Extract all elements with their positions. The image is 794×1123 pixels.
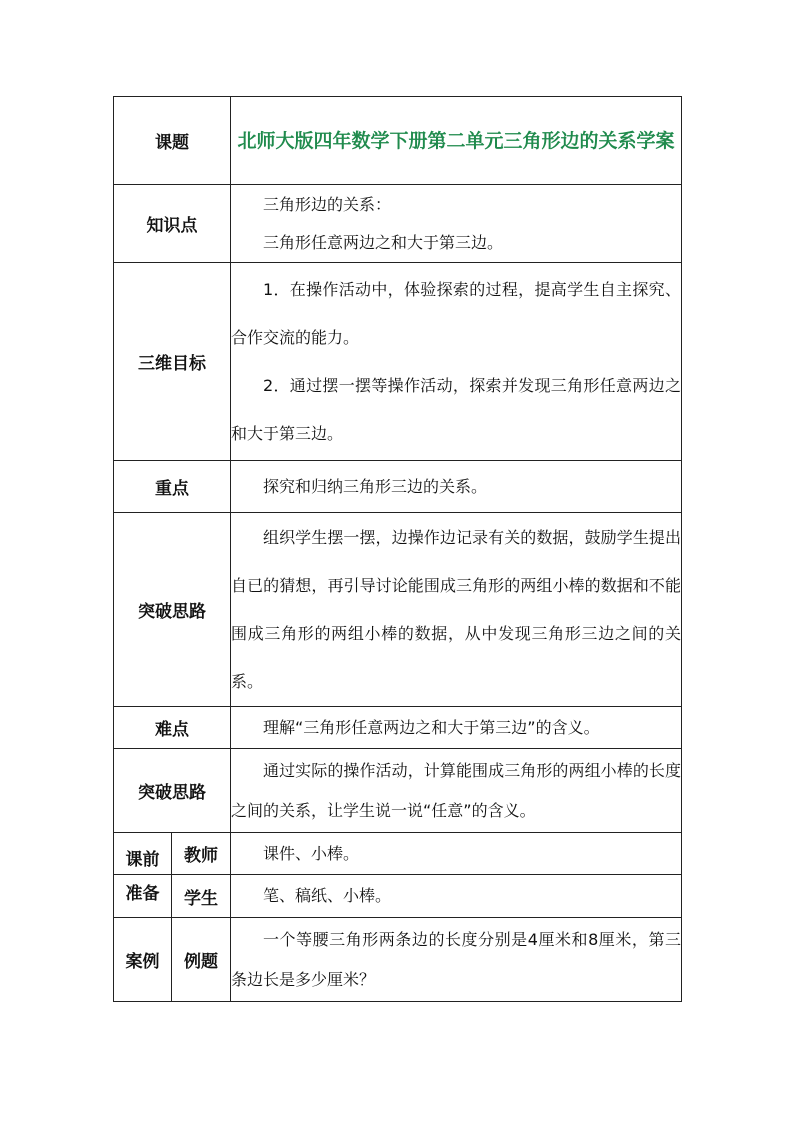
goal-item-2: 2．通过摆一摆等操作活动，探索并发现三角形任意两边之和大于第三边。	[231, 375, 681, 443]
difficulty-text: 理解“三角形任意两边之和大于第三边”的含义。	[263, 717, 600, 737]
row-approach-2	[114, 749, 682, 833]
prep-label-line-2: 准备	[114, 875, 172, 918]
row-prep-teacher	[114, 833, 682, 875]
row-difficulty	[114, 707, 682, 749]
prep-teacher-label: 教师	[172, 833, 231, 875]
topic-title: 北师大版四年数学下册第二单元三角形边的关系学案	[231, 97, 682, 185]
key-point-content	[231, 461, 682, 513]
key-point-text: 探究和归纳三角形三边的关系。	[263, 476, 488, 496]
knowledge-line-2: 三角形任意两边之和大于第三边。	[263, 232, 504, 252]
key-point-label: 重点	[114, 461, 231, 513]
goals-content	[231, 263, 682, 461]
row-goals	[114, 263, 682, 461]
prep-teacher-content	[231, 833, 682, 875]
prep-student-text: 笔、稿纸、小棒。	[263, 886, 392, 905]
difficulty-label: 难点	[114, 707, 231, 749]
difficulty-content	[231, 707, 682, 749]
approach-2-label: 突破思路	[114, 749, 231, 833]
case-example-content	[231, 918, 682, 1002]
knowledge-line-1: 三角形边的关系：	[263, 194, 392, 214]
row-knowledge	[114, 185, 682, 263]
approach-1-content	[231, 513, 682, 707]
prep-label-line-1: 课前	[114, 833, 172, 875]
knowledge-content	[231, 185, 682, 263]
case-example-text: 一个等腰三角形两条边的长度分别是4厘米和8厘米，第三条边长是多少厘米？	[231, 929, 681, 989]
row-topic	[114, 97, 682, 185]
approach-1-text: 组织学生摆一摆，边操作边记录有关的数据，鼓励学生提出自已的猜想，再引导讨论能围成三角形的两组小棒的数据和不能围成三角形的两组小棒的数据，从中发现三角形三边之间的关系。	[231, 527, 681, 691]
row-prep-student	[114, 875, 682, 918]
lesson-plan-table	[113, 96, 682, 1002]
case-example-label: 例题	[172, 918, 231, 1002]
case-label: 案例	[114, 918, 172, 1002]
goal-item-1: 1．在操作活动中，体验探索的过程，提高学生自主探究、合作交流的能力。	[231, 279, 681, 347]
prep-teacher-text: 课件、小棒。	[263, 843, 360, 863]
goals-label: 三维目标	[114, 263, 231, 461]
row-approach-1	[114, 513, 682, 707]
approach-1-label: 突破思路	[114, 513, 231, 707]
prep-student-label: 学生	[172, 875, 231, 918]
prep-student-content	[231, 875, 682, 918]
approach-2-content	[231, 749, 682, 833]
topic-label: 课题	[114, 97, 231, 185]
row-case	[114, 918, 682, 1002]
approach-2-text: 通过实际的操作活动，计算能围成三角形的两组小棒的长度之间的关系，让学生说一说“任意”的含义。	[231, 760, 681, 820]
row-key-point	[114, 461, 682, 513]
knowledge-label: 知识点	[114, 185, 231, 263]
